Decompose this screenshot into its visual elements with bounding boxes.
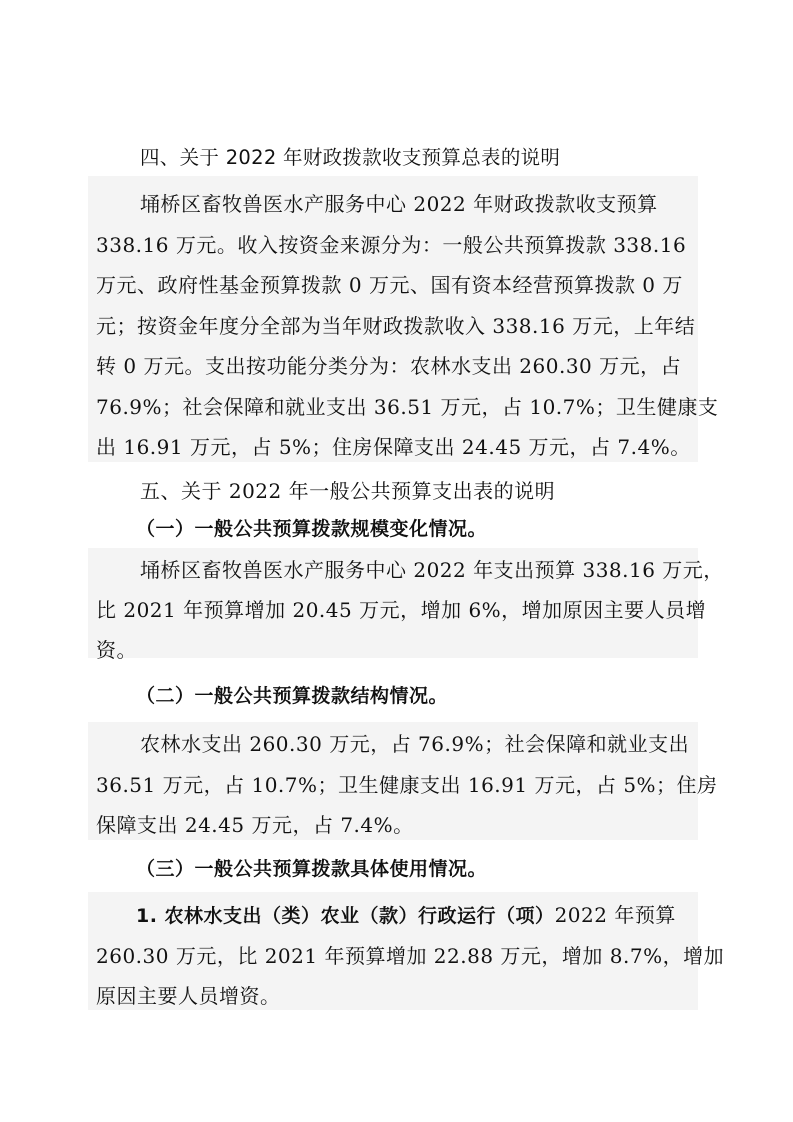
subsection-3-heading: （三）一般公共预算拨款具体使用情况。 bbox=[136, 858, 488, 880]
paragraph-line: 万元、政府性基金预算拨款 0 万元、国有资本经营预算拨款 0 万 bbox=[96, 273, 683, 297]
paragraph-line: 338.16 万元。收入按资金来源分为：一般公共预算拨款 338.16 bbox=[96, 233, 687, 257]
paragraph-line: 出 16.91 万元，占 5%；住房保障支出 24.45 万元，占 7.4%。 bbox=[96, 435, 691, 459]
section-4-heading: 四、关于 2022 年财政拨款收支预算总表的说明 bbox=[140, 146, 561, 169]
item-1-text: 2022 年预算 bbox=[554, 903, 676, 927]
paragraph-line: 260.30 万元，比 2021 年预算增加 22.88 万元，增加 8.7%，增加 bbox=[96, 944, 725, 968]
section-5-heading: 五、关于 2022 年一般公共预算支出表的说明 bbox=[140, 479, 556, 503]
subsection-2-heading: （二）一般公共预算拨款结构情况。 bbox=[136, 685, 449, 707]
paragraph-line: 比 2021 年预算增加 20.45 万元，增加 6%，增加原因主要人员增 bbox=[96, 598, 707, 622]
paragraph-line: 埇桥区畜牧兽医水产服务中心 2022 年财政拨款收支预算 bbox=[140, 192, 658, 216]
paragraph-line: 资。 bbox=[96, 638, 137, 662]
paragraph-line: 元；按资金年度分全部为当年财政拨款收入 338.16 万元，上年结 bbox=[96, 314, 696, 338]
paragraph-line: 农林水支出 260.30 万元，占 76.9%；社会保障和就业支出 bbox=[140, 732, 690, 756]
item-1-title: 1. 农林水支出（类）农业（款）行政运行（项） bbox=[136, 905, 555, 927]
paragraph-line: 埇桥区畜牧兽医水产服务中心 2022 年支出预算 338.16 万元， bbox=[140, 558, 724, 582]
paragraph-line: 原因主要人员增资。 bbox=[96, 984, 281, 1008]
paragraph-line: 76.9%；社会保障和就业支出 36.51 万元，占 10.7%；卫生健康支 bbox=[96, 395, 719, 419]
subsection-1-heading: （一）一般公共预算拨款规模变化情况。 bbox=[136, 518, 488, 540]
paragraph-line: 转 0 万元。支出按功能分类分为：农林水支出 260.30 万元，占 bbox=[96, 354, 682, 378]
paragraph-line bbox=[136, 902, 736, 929]
paragraph-line: 保障支出 24.45 万元，占 7.4%。 bbox=[96, 813, 414, 837]
paragraph-line: 36.51 万元，占 10.7%；卫生健康支出 16.91 万元，占 5%；住房 bbox=[96, 773, 718, 797]
